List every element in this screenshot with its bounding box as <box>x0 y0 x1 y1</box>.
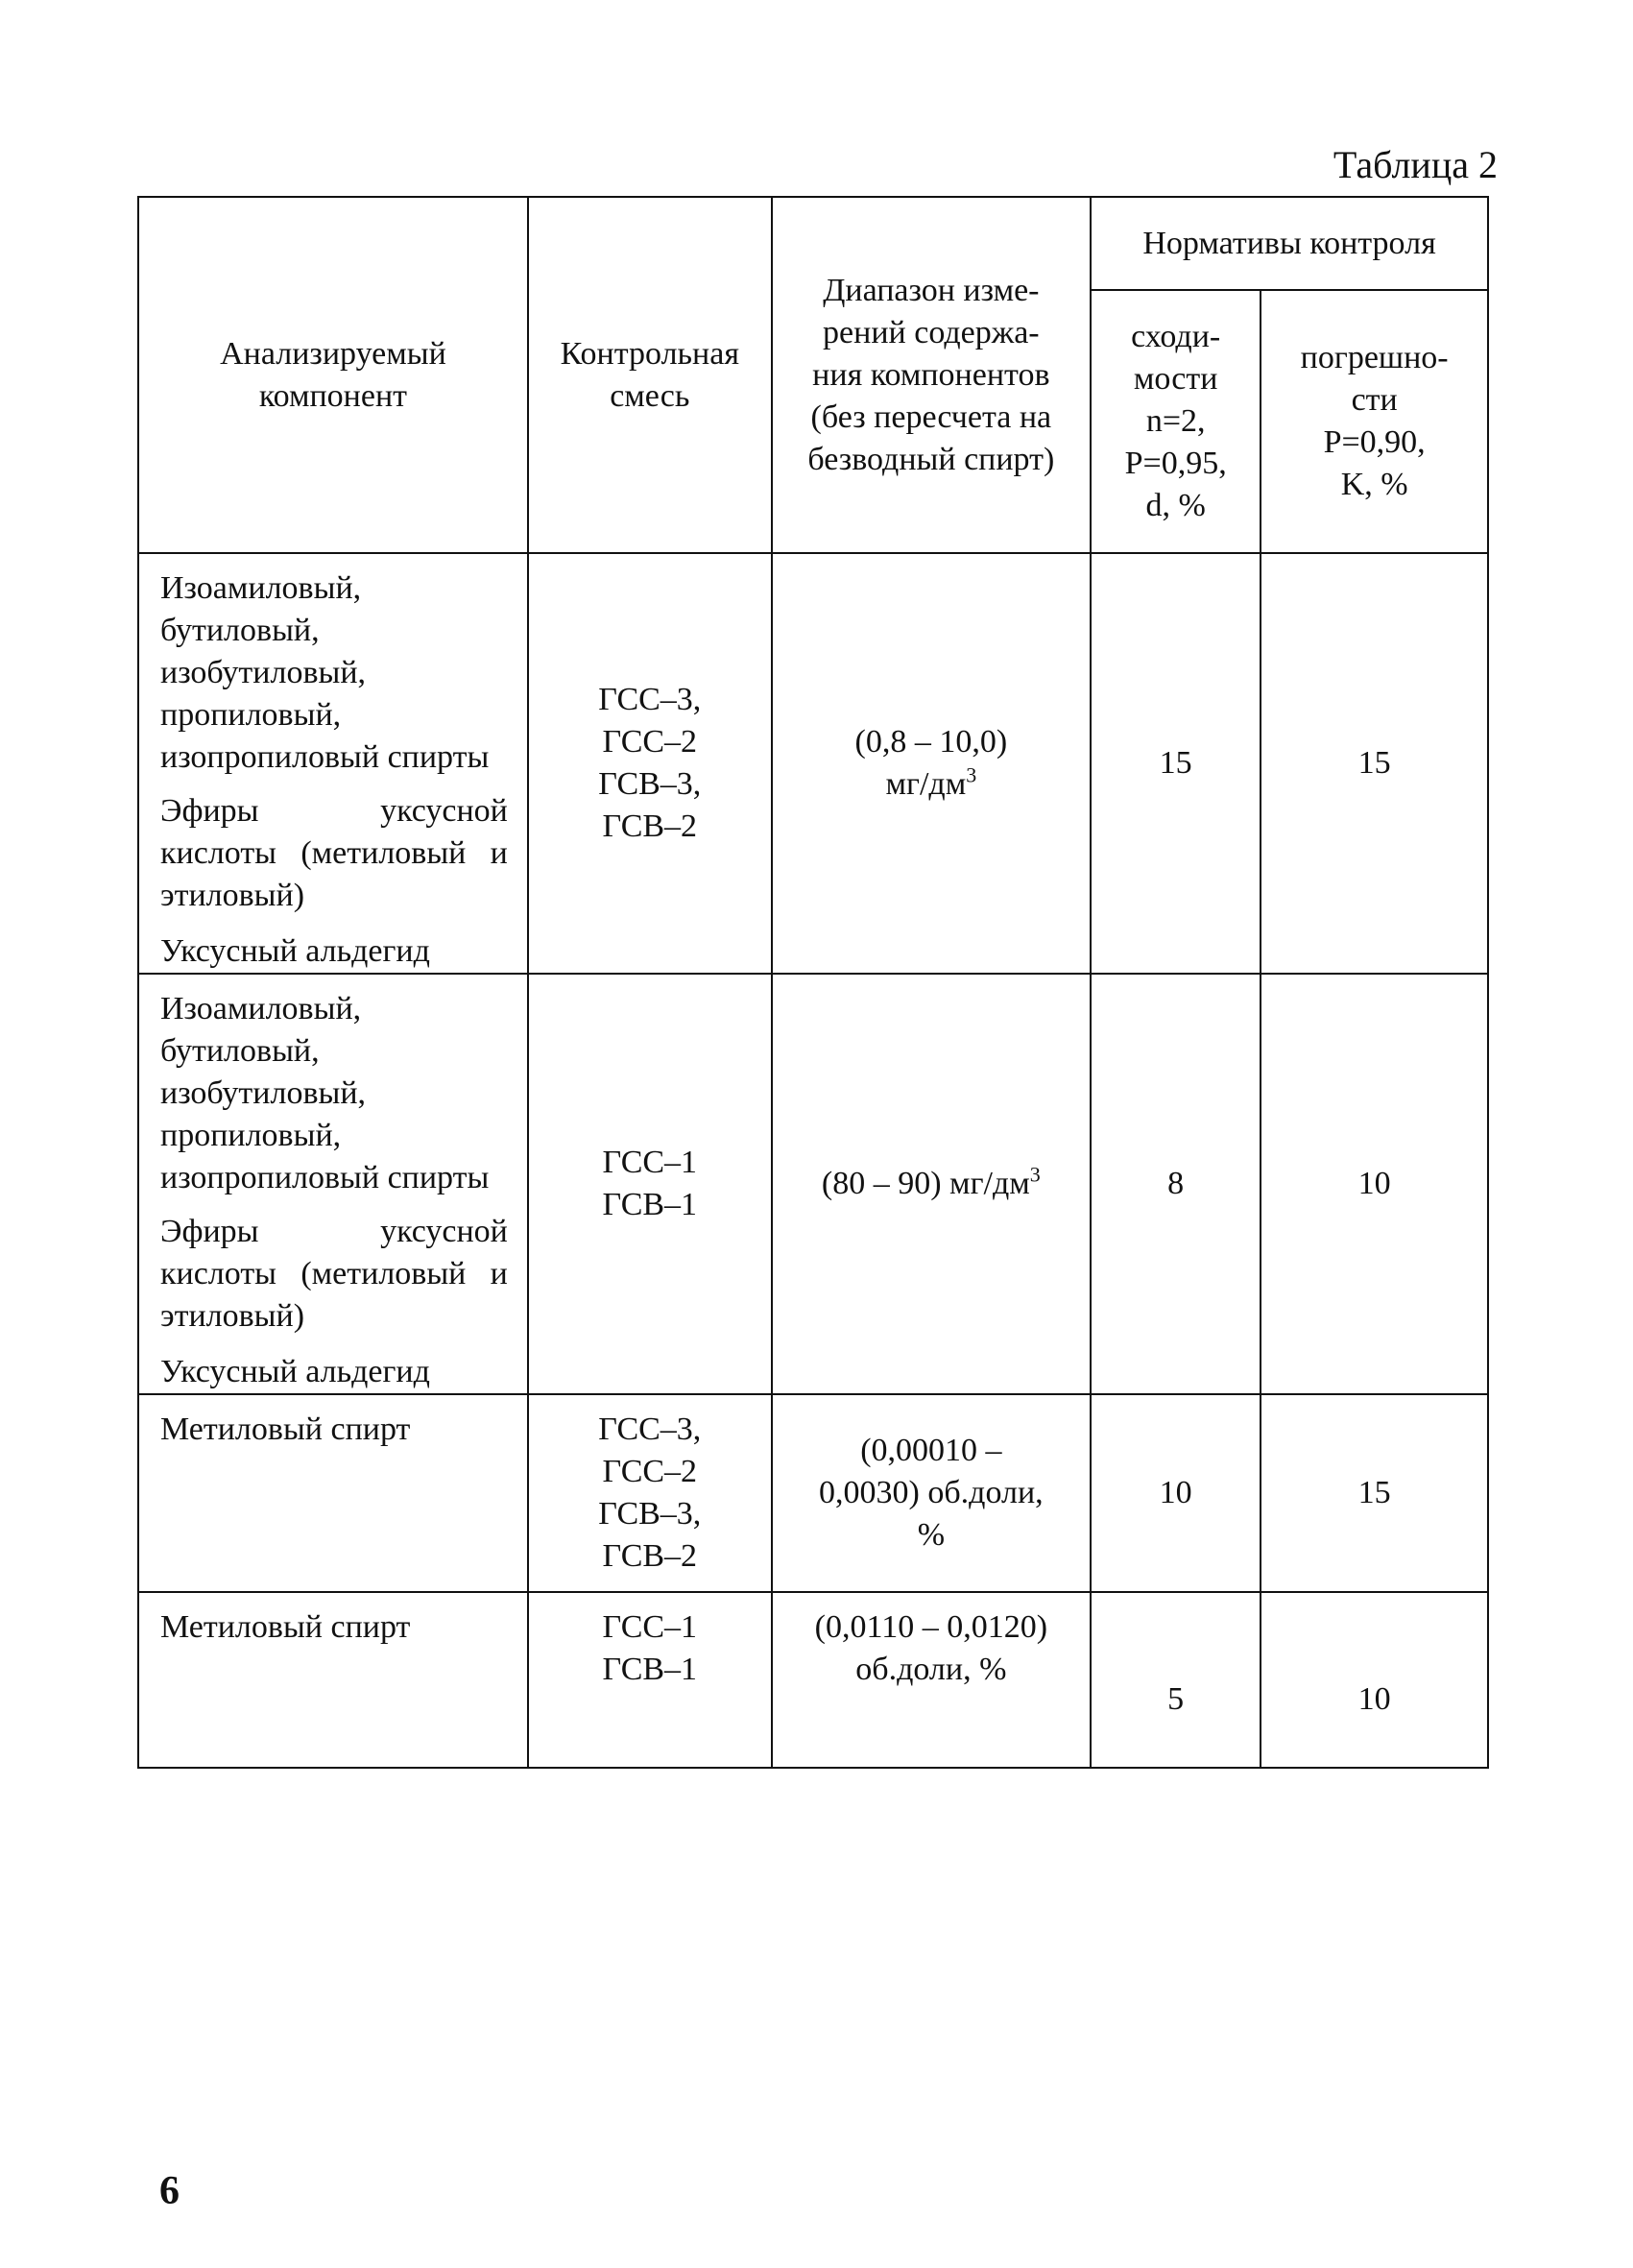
range-value: (0,8 – 10,0) мг/дм <box>854 724 1008 802</box>
error-cell: 10 <box>1261 974 1488 1394</box>
control-norms-table <box>137 196 1489 1769</box>
component-alcohols: Изоамиловый, бутиловый, изобутиловый, пропиловый, изопропиловый спирты <box>160 991 490 1195</box>
mixture-cell: ГСС–1 ГСВ–1 <box>528 974 772 1394</box>
table-row <box>138 1394 1488 1592</box>
component-aldehyde: Уксусный альдегид <box>160 933 430 969</box>
component-cell: Метиловый спирт <box>138 1592 528 1768</box>
range-exponent: 3 <box>966 762 977 787</box>
component-esters: Эфиры уксусной кислоты (метиловый и этиловый) <box>160 793 508 913</box>
mixture-cell: ГСС–3, ГСС–2 ГСВ–3, ГСВ–2 <box>528 1394 772 1592</box>
component-alcohols: Изоамиловый, бутиловый, изобутиловый, пропиловый, изопропиловый спирты <box>160 570 490 775</box>
repeatability-cell: 8 <box>1091 974 1261 1394</box>
table-row <box>138 553 1488 974</box>
range-exponent: 3 <box>1029 1162 1041 1187</box>
page-number: 6 <box>159 2169 180 2213</box>
header-repeatability: сходи- мости n=2, P=0,95, d, % <box>1091 290 1261 553</box>
repeatability-cell: 10 <box>1091 1394 1261 1592</box>
header-error: погрешно- сти P=0,90, K, % <box>1261 290 1488 553</box>
table-row <box>138 974 1488 1394</box>
mixture-cell: ГСС–3, ГСС–2 ГСВ–3, ГСВ–2 <box>528 553 772 974</box>
header-range: Диапазон изме- рений содержа- ния компонентов (без пересчета на безводный спирт) <box>772 197 1091 553</box>
mixture-cell: ГСС–1 ГСВ–1 <box>528 1592 772 1768</box>
component-aldehyde: Уксусный альдегид <box>160 1354 430 1389</box>
error-cell: 15 <box>1261 553 1488 974</box>
repeatability-cell: 15 <box>1091 553 1261 974</box>
error-cell: 15 <box>1261 1394 1488 1592</box>
component-cell <box>138 553 528 974</box>
component-cell <box>138 974 528 1394</box>
header-component: Анализируемый компонент <box>138 197 528 553</box>
range-cell: (0,0110 – 0,0120) об.доли, % <box>772 1592 1091 1768</box>
error-cell: 10 <box>1261 1592 1488 1768</box>
header-norms: Нормативы контроля <box>1091 197 1488 290</box>
table-caption: Таблица 2 <box>1333 143 1498 186</box>
range-cell: (0,00010 – 0,0030) об.доли, % <box>772 1394 1091 1592</box>
header-mixture: Контрольная смесь <box>528 197 772 553</box>
repeatability-cell: 5 <box>1091 1592 1261 1768</box>
table-row <box>138 1592 1488 1768</box>
range-cell <box>772 553 1091 974</box>
range-value: (80 – 90) мг/дм <box>821 1166 1030 1201</box>
component-esters: Эфиры уксусной кислоты (метиловый и этиловый) <box>160 1214 508 1334</box>
range-cell <box>772 974 1091 1394</box>
component-cell: Метиловый спирт <box>138 1394 528 1592</box>
